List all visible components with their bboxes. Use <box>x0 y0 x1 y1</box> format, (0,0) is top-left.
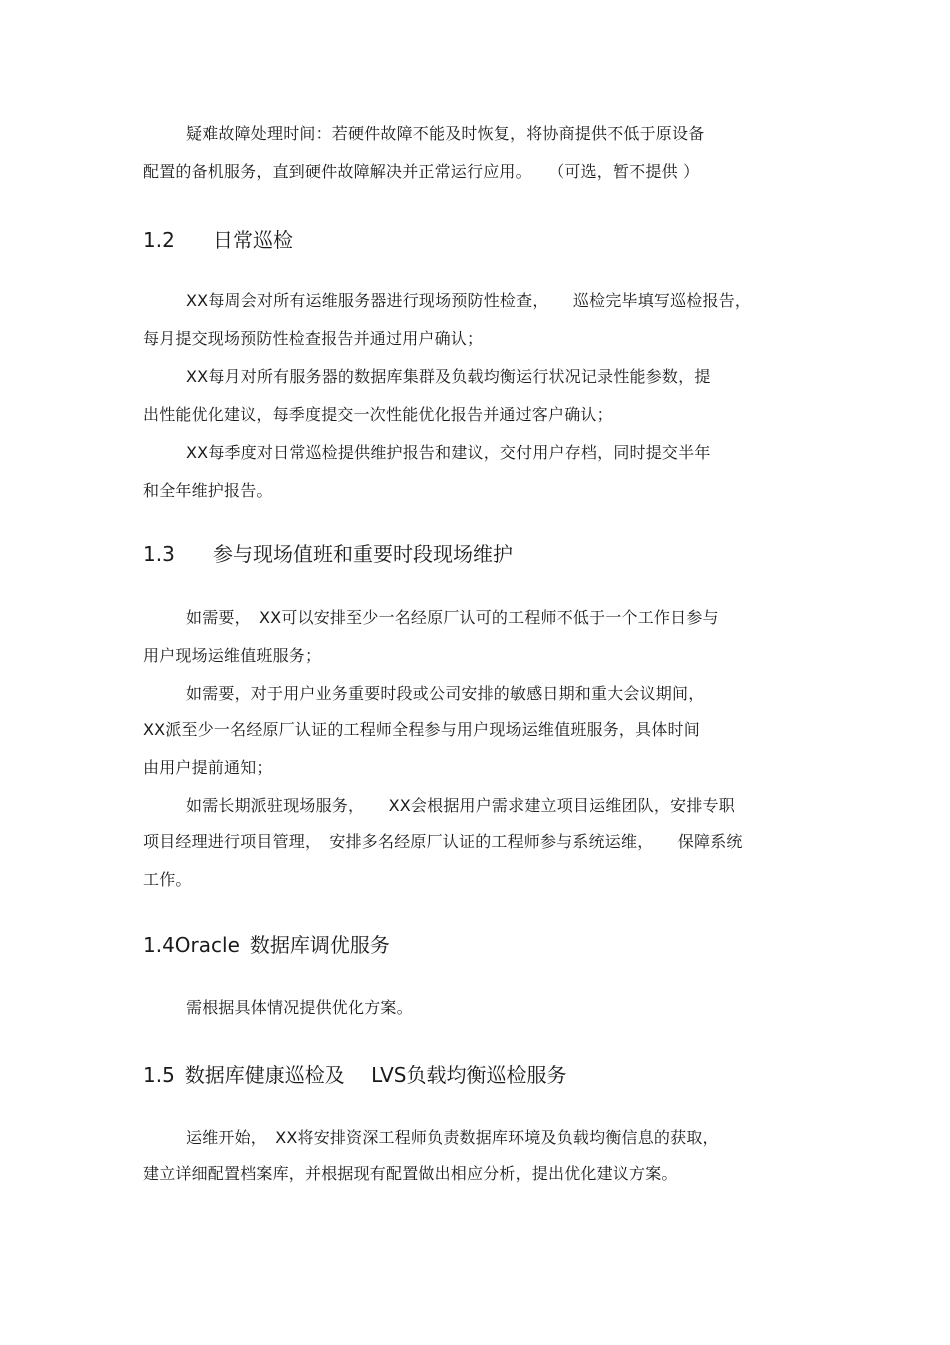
section-number: 1.5 <box>143 1063 175 1087</box>
paragraph-line: 如需要， XX可以安排至少一名经原厂认可的工程师不低于一个工作日参与 <box>186 608 719 627</box>
section-heading-1-2 <box>143 227 293 253</box>
section-heading-1-3 <box>143 541 513 567</box>
paragraph-line: XX每季度对日常巡检提供维护报告和建议，交付用户存档，同时提交半年 <box>186 443 711 462</box>
paragraph-line: 出性能优化建议，每季度提交一次性能优化报告并通过客户确认； <box>143 405 613 424</box>
section-number: 1.3 <box>143 542 175 566</box>
paragraph-line: 配置的备机服务，直到硬件故障解决并正常运行应用。 （可选，暂不提供 ） <box>143 162 700 181</box>
section-heading-1-4 <box>143 932 390 958</box>
paragraph-line: XX每周会对所有运维服务器进行现场预防性检查， 巡检完毕填写巡检报告， <box>186 291 752 310</box>
paragraph-line: XX派至少一名经原厂认证的工程师全程参与用户现场运维值班服务，具体时间 <box>143 720 700 739</box>
section-title: 参与现场值班和重要时段现场维护 <box>213 542 513 566</box>
paragraph-line: 和全年维护报告。 <box>143 481 273 500</box>
section-title: 数据库调优服务 <box>249 933 390 957</box>
paragraph-line: XX每月对所有服务器的数据库集群及负载均衡运行状况记录性能参数，提 <box>186 367 711 386</box>
paragraph-line: 由用户提前通知； <box>143 758 273 777</box>
section-heading-1-5 <box>143 1062 567 1088</box>
paragraph-line: 项目经理进行项目管理， 安排多名经原厂认证的工程师参与系统运维， 保障系统 <box>143 832 743 851</box>
section-number: 1.2 <box>143 228 175 252</box>
paragraph-line: 每月提交现场预防性检查报告并通过用户确认； <box>143 329 484 348</box>
section-number: 1.4Oracle <box>143 933 240 957</box>
section-title: 数据库健康巡检及 LVS负载均衡巡检服务 <box>184 1063 567 1087</box>
paragraph-line: 用户现场运维值班服务； <box>143 646 322 665</box>
paragraph-line: 运维开始， XX将安排资深工程师负责数据库环境及负载均衡信息的获取， <box>186 1128 719 1147</box>
paragraph-line: 如需长期派驻现场服务， XX会根据用户需求建立项目运维团队，安排专职 <box>186 796 735 815</box>
paragraph-line: 需根据具体情况提供优化方案。 <box>186 998 413 1017</box>
paragraph-line: 建立详细配置档案库，并根据现有配置做出相应分析，提出优化建议方案。 <box>143 1164 678 1183</box>
paragraph-line: 如需要，对于用户业务重要时段或公司安排的敏感日期和重大会议期间， <box>186 684 705 703</box>
paragraph-line: 疑难故障处理时间：若硬件故障不能及时恢复，将协商提供不低于原设备 <box>186 124 705 143</box>
paragraph-line: 工作。 <box>143 870 192 889</box>
section-title: 日常巡检 <box>213 228 293 252</box>
